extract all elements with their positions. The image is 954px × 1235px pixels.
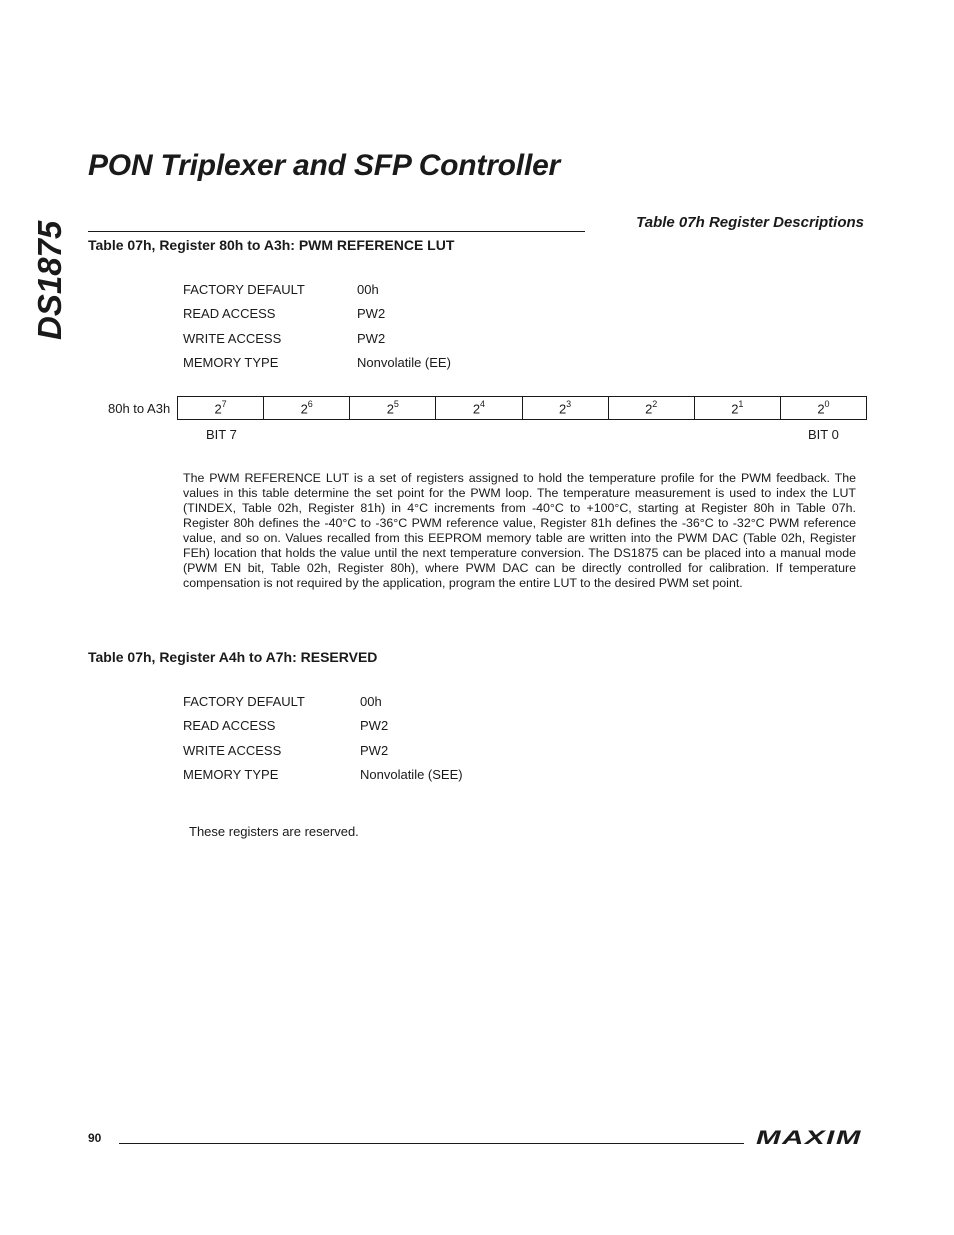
footer-rule xyxy=(119,1143,744,1144)
property-label: READ ACCESS xyxy=(183,306,276,322)
property-label: READ ACCESS xyxy=(183,718,276,734)
document-title: PON Triplexer and SFP Controller xyxy=(88,149,561,182)
side-title: DS1875 xyxy=(31,220,68,340)
property-value: PW2 xyxy=(357,330,386,346)
bit-table xyxy=(177,396,867,420)
reserved-note: These registers are reserved. xyxy=(189,824,359,839)
property-label: MEMORY TYPE xyxy=(183,354,279,370)
register-description: The PWM REFERENCE LUT is a set of registers assigned to hold the temperature profile for the PWM feedback. The values in this table determine the set point for the PWM loop. The temperature measurement is used to index the LUT (TINDEX, Table 02h, Register 81h) in 4°C increments from -40°C to +100°C, starting at Register 80h in Table 07h. Register 80h defines the -40°C to -36°C PWM reference value, Register 81h defines the -36°C to -32°C PWM reference value, and so on. Values recalled from this EEPROM memory table are written into the PWM DAC (Table 02h, Register FEh) location that holds the value until the next temperature conversion. The DS1875 can be placed into a manual mode (PWM EN bit, Table 02h, Register 80h), where PWM DAC can be directly controlled for calibration. If temperature compensation is not required by the application, program the entire LUT to the desired PWM set point. xyxy=(183,471,856,590)
section-header: Table 07h Register Descriptions xyxy=(636,214,864,231)
bit-cell: $2^0$ xyxy=(780,397,866,420)
property-label: WRITE ACCESS xyxy=(183,742,282,758)
bit-cell: $2^2$ xyxy=(608,397,694,420)
maxim-logo xyxy=(756,1128,864,1146)
bit-cell: $2^1$ xyxy=(694,397,780,420)
property-value: 00h xyxy=(360,694,382,709)
register-heading-pwm-lut: Table 07h, Register 80h to A3h: PWM REFERENCE LUT xyxy=(88,237,455,253)
bit-cell: $2^5$ xyxy=(350,397,436,420)
section-header-rule xyxy=(88,231,585,232)
maxim-logo-text: MAXIM xyxy=(756,1128,863,1146)
bit-cell: $2^7$ xyxy=(178,397,264,420)
property-value: PW2 xyxy=(360,718,389,734)
property-value: Nonvolatile (EE) xyxy=(357,354,451,370)
property-value: Nonvolatile (SEE) xyxy=(360,766,463,782)
property-value: PW2 xyxy=(360,742,389,758)
property-value: 00h xyxy=(357,282,379,297)
property-label: WRITE ACCESS xyxy=(183,330,282,346)
bit-cell: $2^6$ xyxy=(264,397,350,420)
bit-row-label: 80h to A3h xyxy=(108,401,171,416)
bit-cell: $2^3$ xyxy=(522,397,608,420)
msb-label: BIT 7 xyxy=(206,427,237,442)
register-heading-reserved: Table 07h, Register A4h to A7h: RESERVED xyxy=(88,649,378,665)
bit-cell: $2^4$ xyxy=(436,397,522,420)
property-value: PW2 xyxy=(357,306,386,322)
property-label: MEMORY TYPE xyxy=(183,766,279,782)
lsb-label: BIT 0 xyxy=(808,427,839,442)
property-label: FACTORY DEFAULT xyxy=(183,282,305,297)
property-label: FACTORY DEFAULT xyxy=(183,694,305,709)
page-number: 90 xyxy=(88,1131,102,1145)
